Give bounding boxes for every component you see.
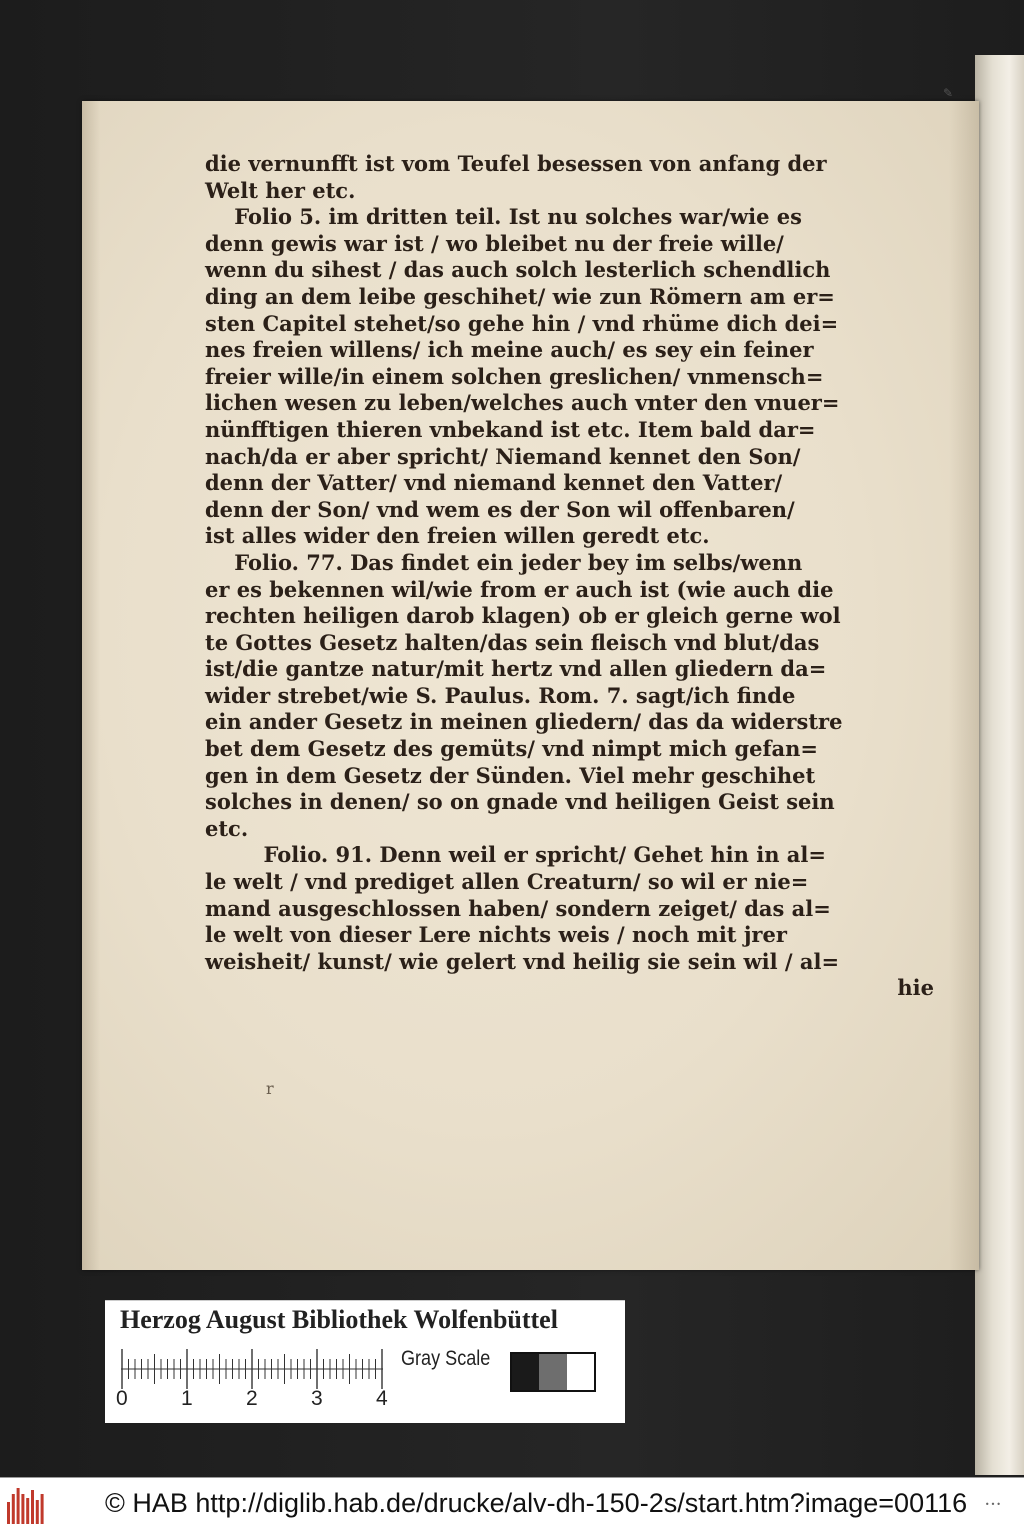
logo-bar — [12, 1494, 15, 1524]
text-line: te Gottes Gesetz halten/das sein fleisch vnd blut/das — [205, 629, 820, 655]
text-line: denn der Son/ vnd wem es der Son wil offenbaren/ — [205, 496, 795, 522]
text-line: bet dem Gesetz des gemüts/ vnd nimpt mich gefan= — [205, 736, 818, 762]
text-line: nes freien willens/ ich meine auch/ es sey ein feiner — [205, 337, 814, 363]
text-line: wenn du sihest / das auch solch lesterlich schendlich — [205, 257, 831, 283]
logo-bar — [17, 1488, 20, 1524]
text-line: er es bekennen wil/wie from er auch ist (wie auch die — [205, 576, 834, 602]
logo-bar — [36, 1500, 39, 1524]
text-line: nünfftigen thieren vnbekand ist etc. Item bald dar= — [205, 416, 816, 442]
gray-swatch — [512, 1354, 539, 1390]
text-line: sten Capitel stehet/so gehe hin / vnd rhüme dich dei= — [205, 310, 839, 336]
text-line: weisheit/ kunst/ wie gelert vnd heilig sie sein wil / al= — [205, 948, 840, 974]
ruler-number: 2 — [246, 1387, 258, 1410]
ruler-number: 4 — [376, 1387, 388, 1410]
footer-dots-icon: ••• — [984, 1500, 1002, 1509]
text-line: die vernunfft ist vom Teufel besessen von anfang der — [205, 151, 827, 176]
logo-bar — [7, 1502, 10, 1524]
text-line: ein ander Gesetz in meinen gliedern/ das da widerstre — [205, 709, 843, 735]
text-line: gen in dem Gesetz der Sünden. Viel mehr geschihet — [205, 762, 816, 788]
text-line: etc. — [205, 815, 249, 841]
text-line: hie — [897, 975, 934, 1001]
text-line: nach/da er aber spricht/ Niemand kennet den Son/ — [205, 443, 801, 469]
text-line: ding an dem leibe geschihet/ wie zun Römern am er= — [205, 283, 835, 309]
adjacent-page-edge — [975, 55, 1024, 1475]
gray-swatch — [567, 1354, 594, 1390]
calibration-target — [105, 1300, 625, 1423]
library-name-label: Herzog August Bibliothek Wolfenbüttel — [120, 1305, 558, 1334]
text-line: lichen wesen zu leben/welches auch vnter den vnuer= — [205, 390, 840, 416]
text-line: le welt / vnd prediget allen Creaturn/ so wil er nie= — [205, 869, 809, 895]
logo-bar — [21, 1494, 24, 1524]
text-line: ist alles wider den freien willen geredt etc. — [205, 523, 710, 549]
text-line: wider strebet/wie S. Paulus. Rom. 7. sagt/ich finde — [205, 682, 796, 708]
logo-bar — [26, 1498, 29, 1524]
text-line: Folio. 91. Denn weil er spricht/ Gehet hin in al= — [205, 842, 826, 868]
ruler-number: 0 — [116, 1387, 128, 1410]
ruler-number: 1 — [181, 1387, 193, 1410]
text-line: le welt von dieser Lere nichts weis / noch mit jrer — [205, 922, 787, 948]
gray-scale-label: Gray Scale — [401, 1347, 491, 1370]
text-line: ist/die gantze natur/mit hertz vnd allen gliedern da= — [205, 656, 827, 682]
text-line: mand ausgeschlossen haben/ sondern zeiget/ das al= — [205, 895, 831, 921]
logo-bar — [41, 1494, 44, 1524]
hab-logo-icon — [6, 1486, 46, 1524]
text-line: Folio. 77. Das findet ein jeder bey im selbs/wenn — [205, 549, 803, 575]
gray-scale-swatches — [510, 1352, 596, 1392]
text-line: Folio 5. im dritten teil. Ist nu solches war/wie es — [205, 204, 802, 230]
pencil-corner-mark: ✎ — [943, 86, 954, 100]
ruler-scale — [121, 1347, 391, 1391]
footer-url-text[interactable]: © HAB http://diglib.hab.de/drucke/alv-dh-150-2s/start.htm?image=00116 — [105, 1488, 968, 1518]
margin-mark: r — [266, 1079, 274, 1098]
gray-swatch — [539, 1354, 566, 1390]
text-line: rechten heiligen darob klagen) ob er gleich gerne wol — [205, 603, 841, 629]
ruler-number: 3 — [311, 1387, 323, 1410]
logo-bar — [31, 1490, 34, 1524]
page-text-block — [205, 151, 940, 1002]
text-line: denn der Vatter/ vnd niemand kennet den Vatter/ — [205, 470, 783, 496]
text-line: solches in denen/ so on gnade vnd heiligen Geist sein — [205, 789, 835, 815]
footer-bar — [0, 1477, 1024, 1532]
text-line: denn gewis war ist / wo bleibet nu der freie wille/ — [205, 230, 784, 256]
text-line: Welt her etc. — [205, 177, 356, 203]
text-line: freier wille/in einem solchen greslichen/ vnmensch= — [205, 363, 824, 389]
